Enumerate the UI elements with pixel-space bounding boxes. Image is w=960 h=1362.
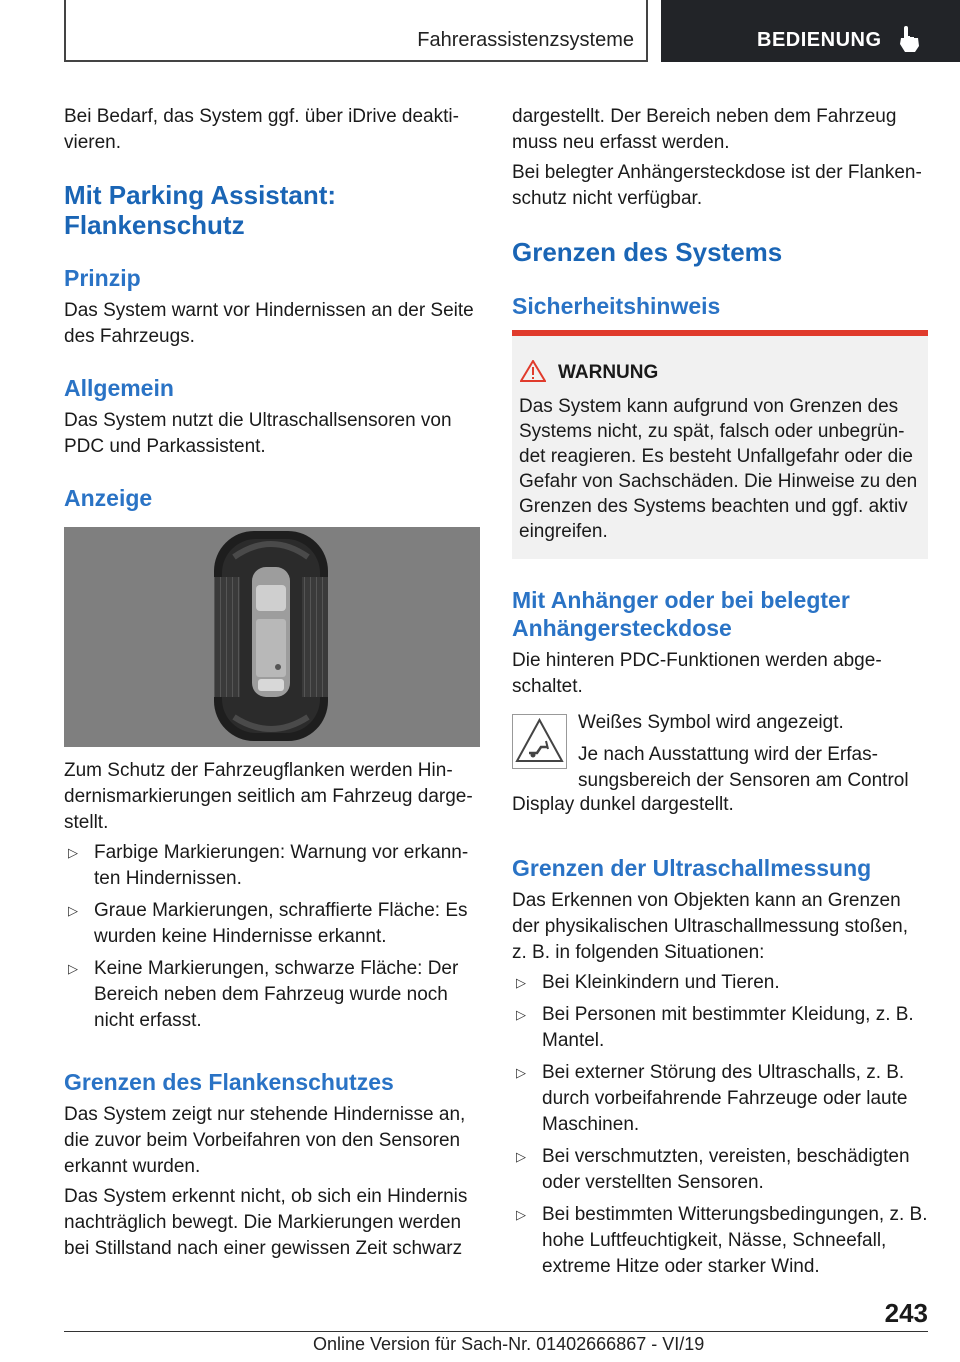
- header-section-tab: [64, 0, 648, 62]
- flankenschutz-display-image: [64, 527, 480, 747]
- heading-anzeige: Anzeige: [64, 485, 153, 511]
- grenzen-flanken-text-2: Das System erkennt nicht, ob sich ein Hindernis nachträglich bewegt. Die Markierungen werden bei Stillstand nach einer gewissen Zeit schwarz: [64, 1186, 468, 1259]
- triangle-bullet-icon: ▷: [516, 1065, 526, 1080]
- header-chapter-tab: [661, 0, 960, 62]
- triangle-bullet-icon: ▷: [68, 961, 78, 976]
- warning-triangle-icon: [520, 360, 546, 387]
- heading-allgemein: Allgemein: [64, 375, 174, 401]
- symbol-text-2b: Display dunkel dargestellt.: [512, 794, 734, 815]
- triangle-bullet-icon: ▷: [68, 903, 78, 918]
- anzeige-text: Zum Schutz der Fahrzeugflanken werden Hindernismarkierungen seitlich am Fahrzeug dargestellt.: [64, 760, 473, 833]
- continued-text-1: dargestellt. Der Bereich neben dem Fahrzeug muss neu erfasst werden.: [512, 106, 897, 153]
- section-title-flankenschutz: Mit Parking Assistant: Flankenschutz: [64, 180, 337, 240]
- list-item: ▷ Bei externer Störung des Ultraschalls, z. B. durch vorbeifahrende Fahrzeuge oder laute Maschinen.: [516, 1062, 908, 1135]
- intro-text: Bei Bedarf, das System ggf. über iDrive deaktivieren.: [64, 106, 459, 153]
- page-number: 243: [884, 1298, 928, 1328]
- prinzip-text: Das System warnt vor Hindernissen an der Seite des Fahrzeugs.: [64, 300, 474, 347]
- continued-text-2: Bei belegter Anhängersteckdose ist der Flankenschutz nicht verfügbar.: [512, 162, 922, 209]
- heading-sicherheitshinweis: Sicherheitshinweis: [512, 293, 721, 319]
- heading-grenzen-ultraschall: Grenzen der Ultraschallmessung: [512, 855, 872, 881]
- header-section-title: Fahrerassistenzsysteme: [417, 29, 634, 51]
- footer-divider: [64, 1331, 928, 1332]
- heading-grenzen-flankenschutz: Grenzen des Flankenschutzes: [64, 1069, 394, 1095]
- heading-anhaenger: Mit Anhänger oder bei belegter Anhängersteckdose: [512, 587, 850, 641]
- list-item: ▷ Farbige Markierungen: Warnung vor erkannten Hindernissen.: [68, 842, 469, 889]
- online-version-footer: Online Version für Sach-Nr. 01402666867 - VI/19: [313, 1334, 705, 1354]
- list-item: ▷ Keine Markierungen, schwarze Fläche: Der Bereich neben dem Fahrzeug wurde noch nicht erfasst.: [68, 958, 459, 1031]
- triangle-bullet-icon: ▷: [516, 1149, 526, 1164]
- triangle-bullet-icon: ▷: [68, 845, 78, 860]
- hand-pointer-icon: [897, 24, 923, 59]
- anhaenger-text: Die hinteren PDC-Funktionen werden abgeschaltet.: [512, 650, 882, 697]
- symbol-text-1: Weißes Symbol wird angezeigt.: [578, 712, 844, 733]
- grenzen-flanken-text-1: Das System zeigt nur stehende Hindernisse an, die zuvor beim Vorbeifahren von den Sensoren erkannt wurden.: [64, 1104, 466, 1177]
- triangle-bullet-icon: ▷: [516, 1207, 526, 1222]
- heading-prinzip: Prinzip: [64, 265, 141, 291]
- header-chapter-title: BEDIENUNG: [757, 29, 882, 51]
- list-item: ▷ Graue Markierungen, schraffierte Fläche: Es wurden keine Hindernisse erkannt.: [68, 900, 468, 947]
- marker-list: [64, 840, 480, 1040]
- list-item: ▷ Bei Personen mit bestimmter Kleidung, z. B. Mantel.: [516, 1004, 914, 1051]
- warning-title: WARNUNG: [558, 362, 659, 383]
- allgemein-text: Das System nutzt die Ultraschallsensoren von PDC und Parkassistent.: [64, 410, 452, 457]
- ultraschall-text: Das Erkennen von Objekten kann an Grenzen der physikalischen Ultraschallmessung stoßen, z. B. in folgenden Situationen:: [512, 890, 909, 963]
- list-item: ▷ Bei bestimmten Witterungsbedingungen, z. B. hohe Luftfeuchtigkeit, Nässe, Schneefall, extreme Hitze oder starker Wind.: [516, 1204, 928, 1277]
- parking-display-graphic: [64, 527, 480, 747]
- list-item: ▷ Bei Kleinkindern und Tieren.: [512, 970, 928, 996]
- warning-text: Das System kann aufgrund von Grenzen des Systems nicht, zu spät, falsch oder unbegründet reagieren. Es besteht Unfallgefahr oder die Gefahr von Sachschäden. Die Hinweise zu den Grenzen des Systems beachten und ggf. aktiv eingreifen.: [519, 396, 918, 542]
- section-title-grenzen-systems: Grenzen des Systems: [512, 237, 783, 267]
- warning-box: [512, 330, 928, 559]
- symbol-text-2a: Je nach Ausstattung wird der Erfassungsbereich der Sensoren am Control: [578, 744, 909, 791]
- situations-list: [512, 970, 928, 1286]
- triangle-bullet-icon: ▷: [516, 975, 526, 990]
- trailer-symbol-icon: [512, 714, 567, 769]
- triangle-bullet-icon: ▷: [516, 1007, 526, 1022]
- list-item: ▷ Bei verschmutzten, vereisten, beschädigten oder verstellten Sensoren.: [516, 1146, 910, 1193]
